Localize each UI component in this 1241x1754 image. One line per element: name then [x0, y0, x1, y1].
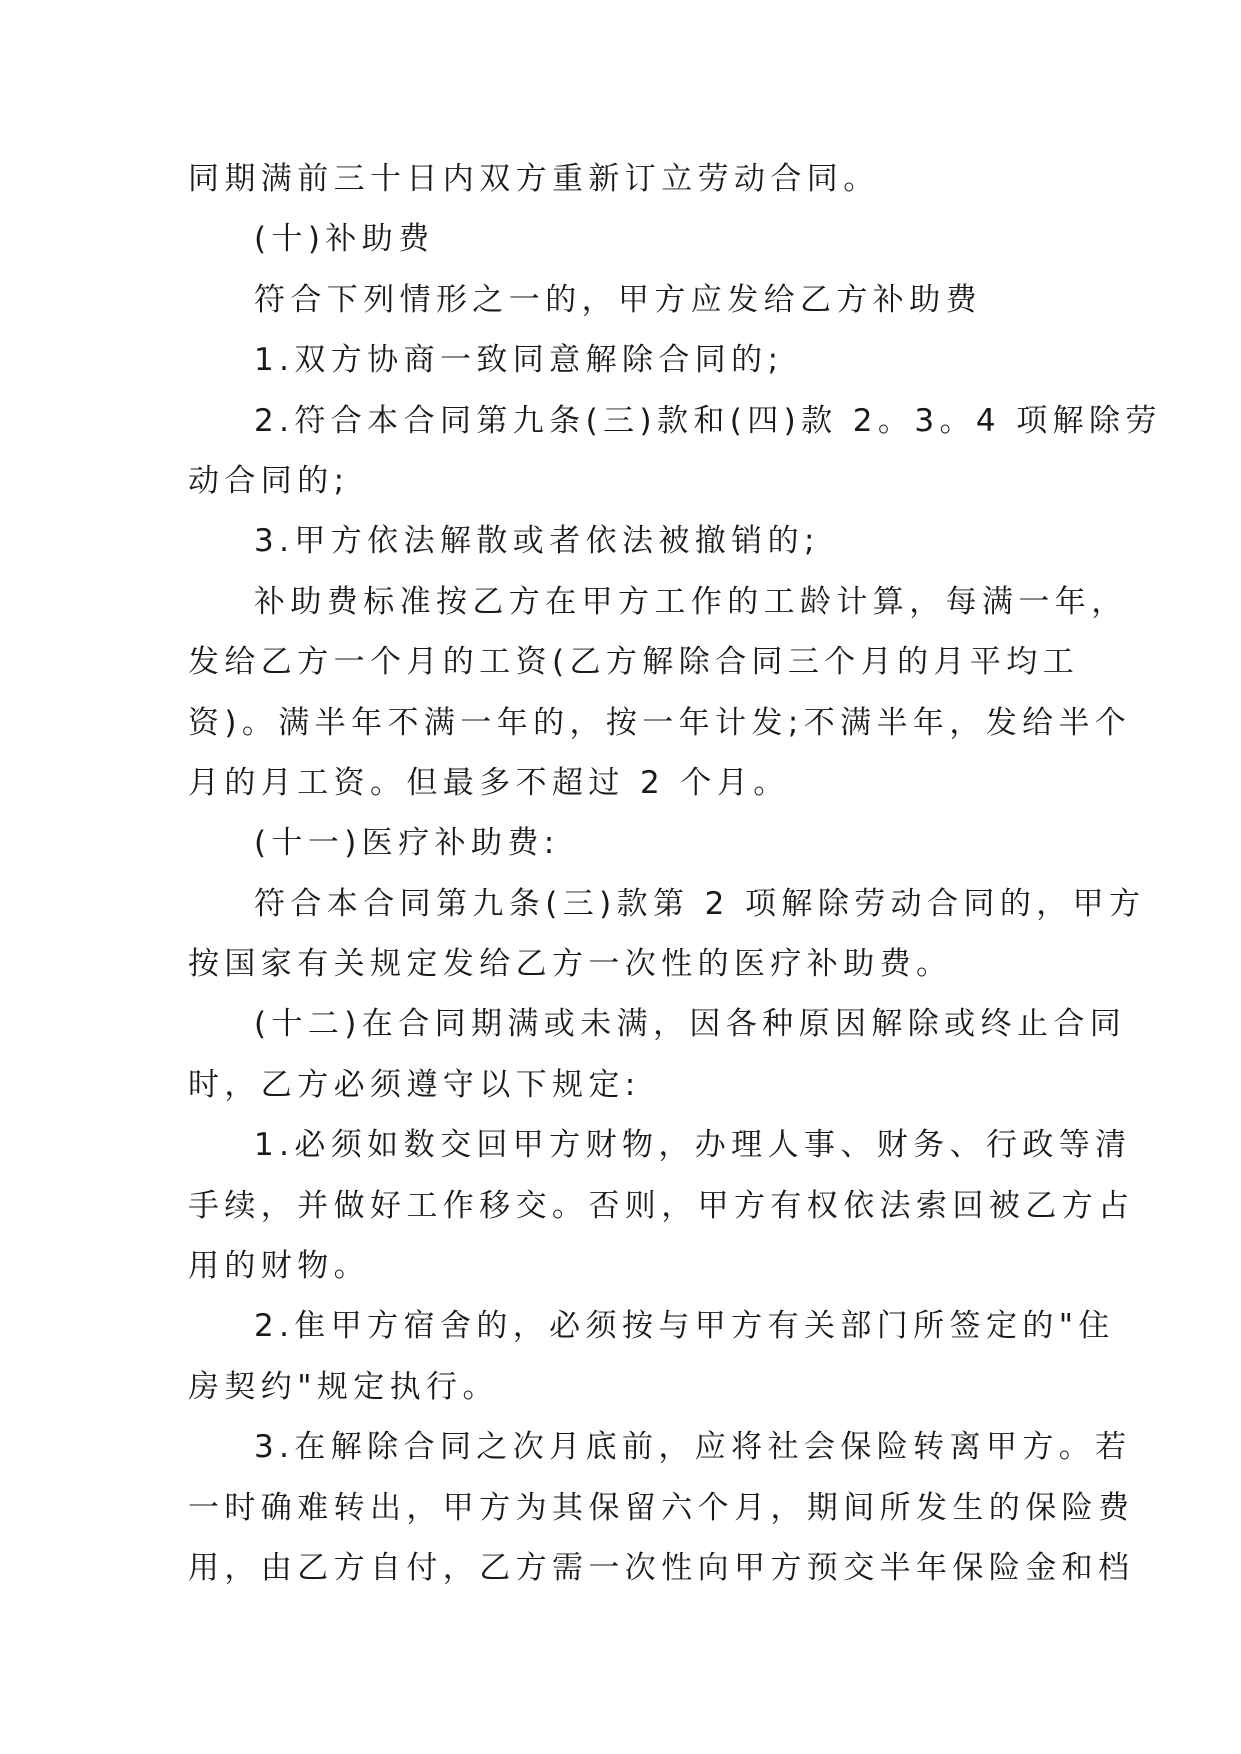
text-line: 一时确难转出，甲方为其保留六个月，期间所发生的保险费: [188, 1489, 1135, 1526]
text-line: 用，由乙方自付，乙方需一次性向甲方预交半年保险金和档: [188, 1549, 1135, 1586]
text-line: 符合本合同第九条(三)款第 2 项解除劳动合同的，甲方: [254, 885, 1146, 922]
text-line: 同期满前三十日内双方重新订立劳动合同。: [188, 161, 880, 197]
text-line: 按国家有关规定发给乙方一次性的医疗补助费。: [188, 946, 953, 983]
list-item: 1.必须如数交回甲方财物，办理人事、财务、行政等清: [254, 1127, 1132, 1164]
list-item: 1.双方协商一致同意解除合同的;: [254, 342, 784, 379]
section-heading-medical-subsidy: (十一)医疗补助费:: [254, 825, 560, 862]
text-line: 用的财物。: [188, 1248, 370, 1285]
text-line: 时，乙方必须遵守以下规定:: [188, 1066, 641, 1103]
text-line: 发给乙方一个月的工资(乙方解除合同三个月的月平均工: [188, 644, 1080, 681]
text-line: 资)。满半年不满一年的，按一年计发;不满半年，发给半个: [188, 704, 1132, 741]
text-line: 补助费标准按乙方在甲方工作的工龄计算，每满一年，: [254, 583, 1128, 620]
text-line: 月的月工资。但最多不超过 2 个月。: [188, 764, 790, 801]
list-item: 2.隹甲方宿舍的，必须按与甲方有关部门所签定的"住: [254, 1308, 1115, 1345]
document-body: [188, 149, 1162, 1598]
text-line: 房契约"规定执行。: [188, 1368, 499, 1405]
text-line: 手续，并做好工作移交。否则，甲方有权依法索回被乙方占: [188, 1187, 1135, 1224]
text-line: 动合同的;: [188, 462, 350, 499]
list-item: 3.甲方依法解散或者依法被撤销的;: [254, 523, 820, 560]
list-item: 2.符合本合同第九条(三)款和(四)款 2。3。4 项解除劳: [254, 402, 1162, 439]
section-heading-termination: (十二)在合同期满或未满，因各种原因解除或终止合同: [254, 1006, 1127, 1043]
text-line: 符合下列情形之一的，甲方应发给乙方补助费: [254, 281, 982, 318]
list-item: 3.在解除合同之次月底前，应将社会保险转离甲方。若: [254, 1429, 1132, 1466]
section-heading-subsidy: (十)补助费: [254, 221, 435, 258]
